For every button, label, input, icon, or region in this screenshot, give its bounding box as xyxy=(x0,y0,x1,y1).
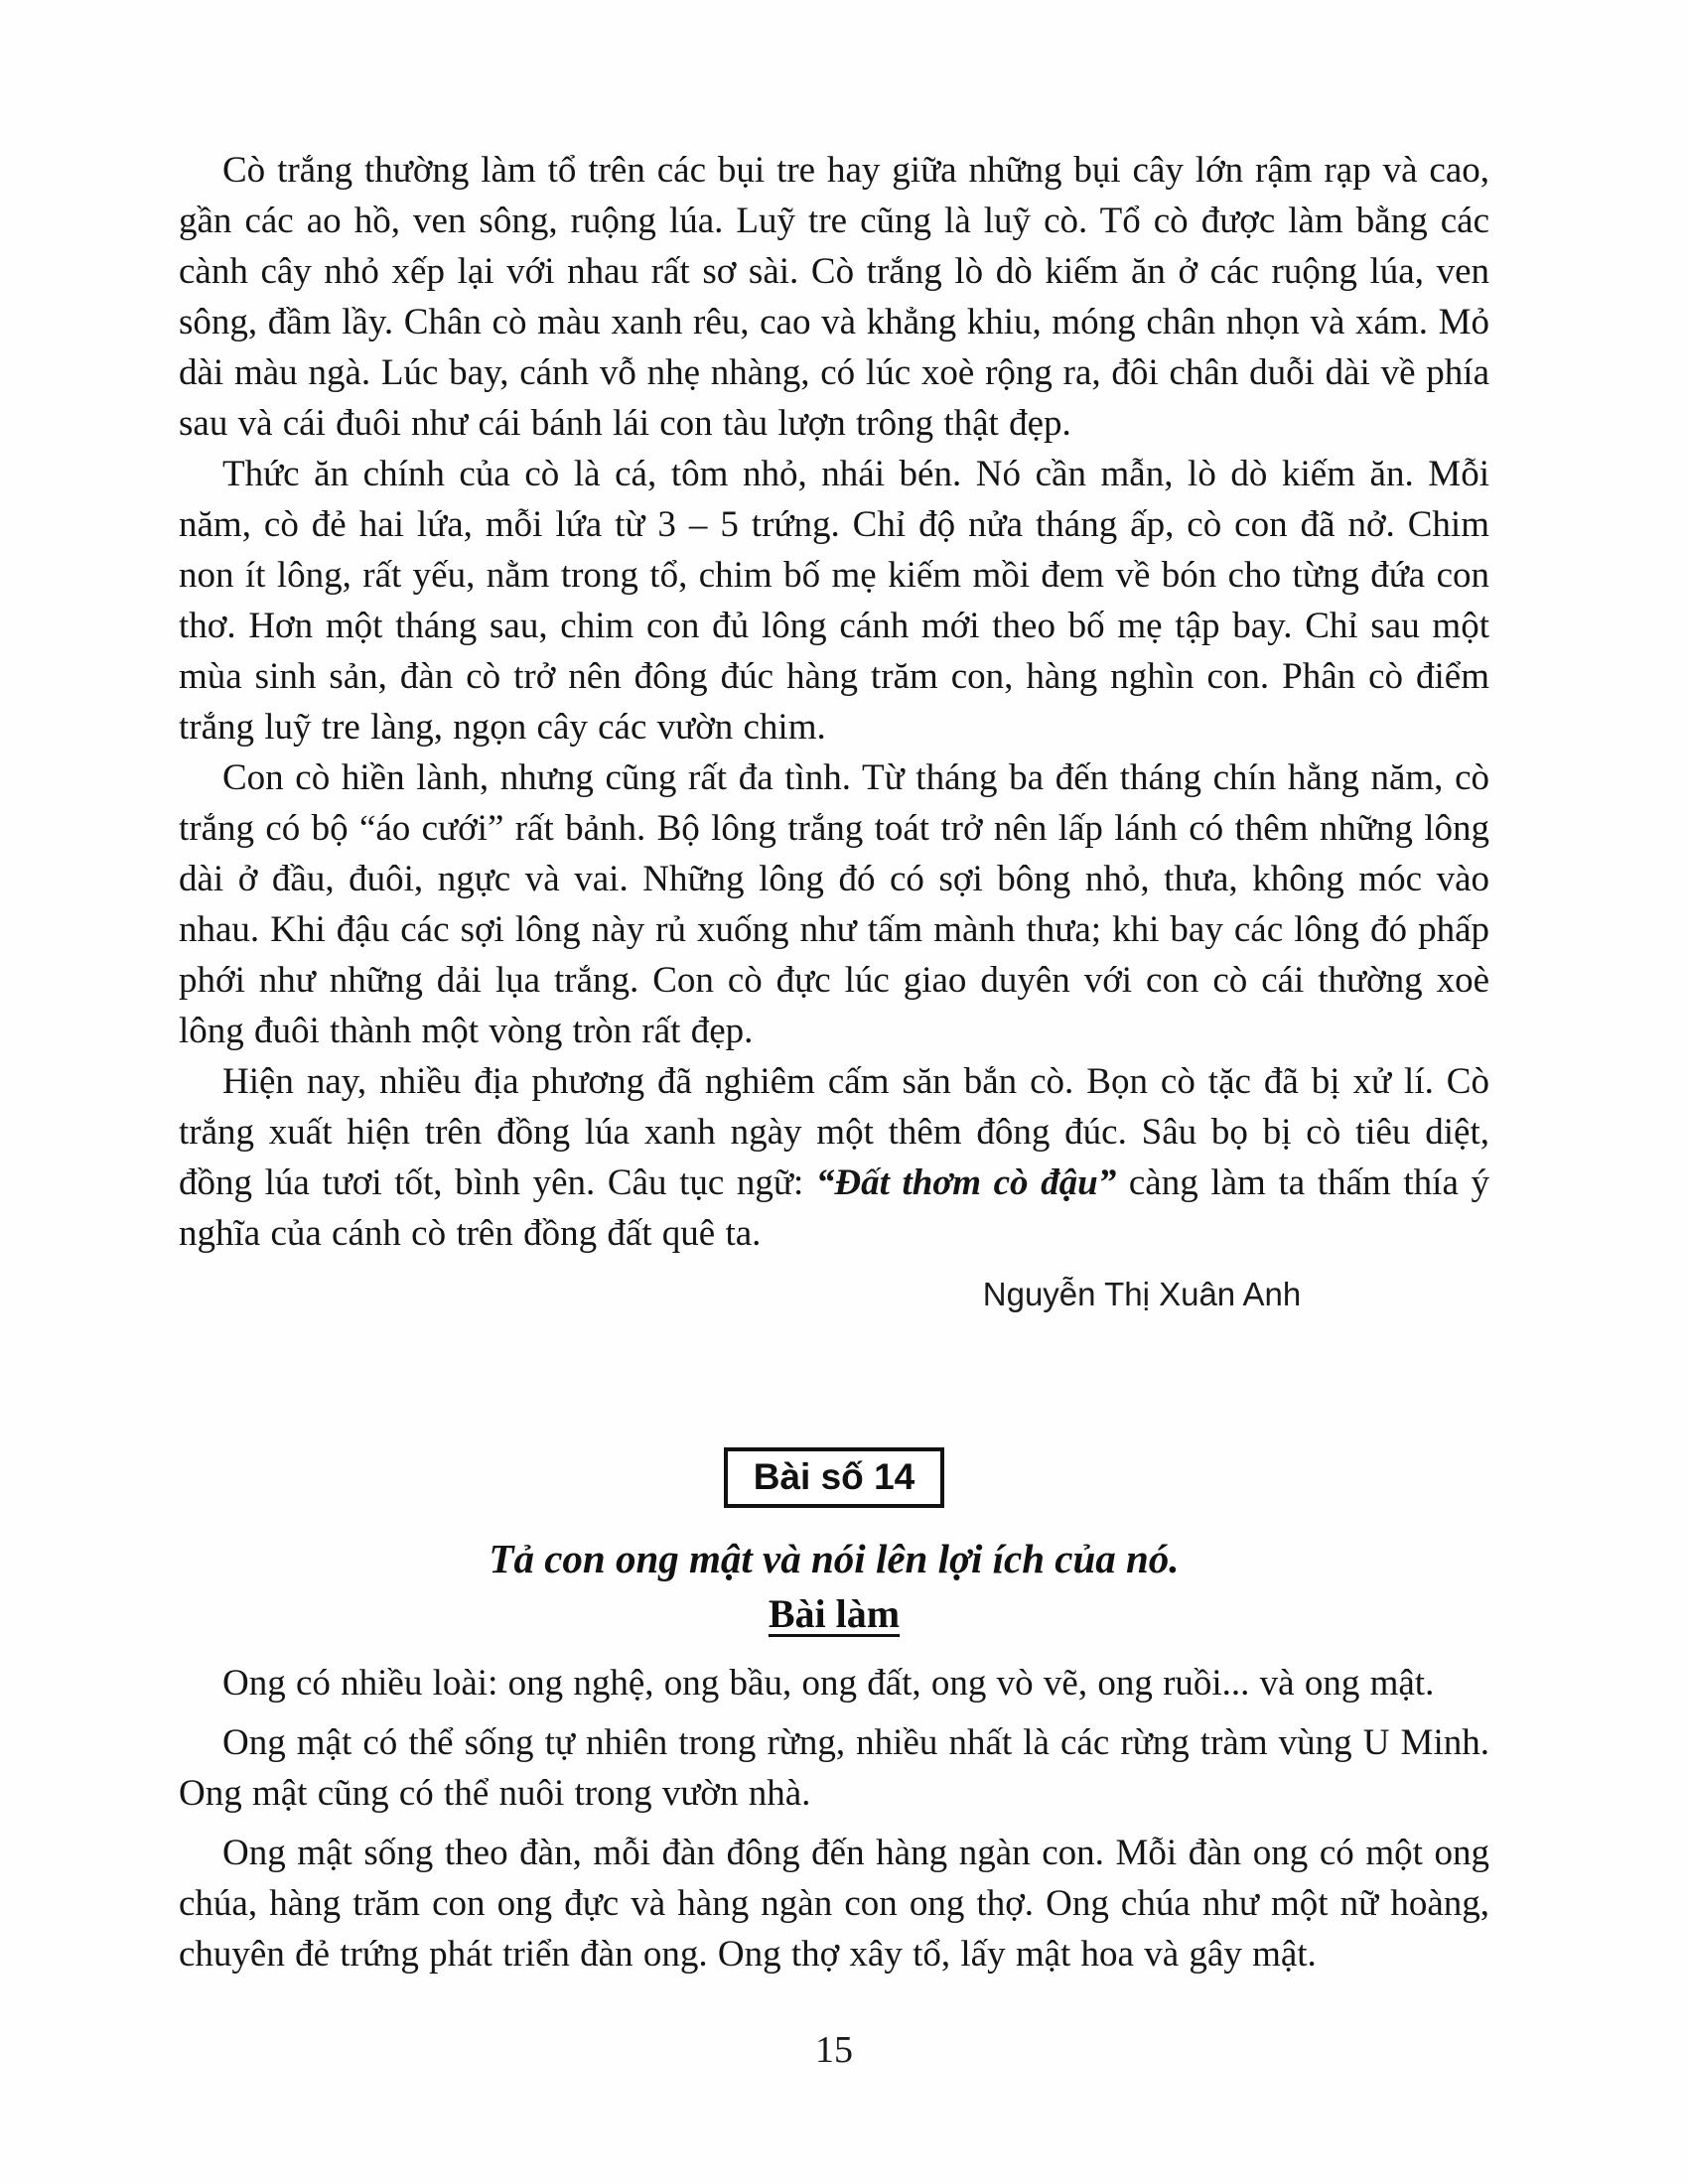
author-name: Nguyễn Thị Xuân Anh xyxy=(982,1276,1302,1312)
page-number: 15 xyxy=(815,2029,853,2071)
bee-paragraph-3: Ong mật sống theo đàn, mỗi đàn đông đến hàng ngàn con. Mỗi đàn ong có một ong chúa, hàng trăm con ong đực và hàng ngàn con ong thợ. Ong chúa như một nữ hoàng, chuyên đẻ trứng phát triển đàn ong. Ong thợ xây tổ, lấy mật hoa và gây mật. xyxy=(179,1833,1489,1975)
lesson-number-box: Bài số 14 xyxy=(724,1447,944,1508)
lesson-14-section xyxy=(179,1447,1489,1988)
paragraph-text: Hiện nay, nhiều địa phương đã nghiêm cấm săn bắn cò. Bọn cò tặc đã bị xử lí. Cò trắng xuất hiện trên đồng lúa xanh ngày một thêm đông đúc. Sâu bọ bị cò tiêu diệt, đồng lúa tươi tốt, bình yên. Câu tục ngữ: xyxy=(179,1061,1489,1203)
essay-paragraph-3: Con cò hiền lành, nhưng cũng rất đa tình. Từ tháng ba đến tháng chín hằng năm, cò trắng có bộ “áo cưới” rất bảnh. Bộ lông trắng toát trở nên lấp lánh có thêm những lông dài ở đầu, đuôi, ngực và vai. Những lông đó có sợi bông nhỏ, thưa, không móc vào nhau. Khi đậu các sợi lông này rủ xuống như tấm mành thưa; khi bay các lông đó phấp phới như những dải lụa trắng. Con cò đực lúc giao duyên với con cò cái thường xoè lông đuôi thành một vòng tròn rất đẹp. xyxy=(179,757,1489,1051)
bai-lam-heading-text: Bài làm xyxy=(768,1591,901,1636)
essay-paragraph-1: Cò trắng thường làm tổ trên các bụi tre hay giữa những bụi cây lớn rậm rạp và cao, gần các ao hồ, ven sông, ruộng lúa. Luỹ tre cũng là luỹ cò. Tổ cò được làm bằng các cành cây nhỏ xếp lại với nhau rất sơ sài. Cò trắng lò dò kiếm ăn ở các ruộng lúa, ven sông, đầm lầy. Chân cò màu xanh rêu, cao và khẳng khiu, móng chân nhọn và xám. Mỏ dài màu ngà. Lúc bay, cánh vỗ nhẹ nhàng, có lúc xoè rộng ra, đôi chân duỗi dài về phía sau và cái đuôi như cái bánh lái con tàu lượn trông thật đẹp. xyxy=(179,150,1489,444)
essay-paragraph-2: Thức ăn chính của cò là cá, tôm nhỏ, nhái bén. Nó cần mẫn, lò dò kiếm ăn. Mỗi năm, cò đẻ hai lứa, mỗi lứa từ 3 – 5 trứng. Chỉ độ nửa tháng ấp, cò con đã nở. Chim non ít lông, rất yếu, nằm trong tổ, chim bố mẹ kiếm mồi đem về bón cho từng đứa con thơ. Hơn một tháng sau, chim con đủ lông cánh mới theo bố mẹ tập bay. Chỉ sau một mùa sinh sản, đàn cò trở nên đông đúc hàng trăm con, hàng nghìn con. Phân cò điểm trắng luỹ tre làng, ngọn cây các vườn chim. xyxy=(179,454,1489,748)
lesson-title: Tả con ong mật và nói lên lợi ích của nó. xyxy=(489,1536,1180,1581)
bee-essay-body xyxy=(179,1658,1489,1979)
bai-lam-heading xyxy=(179,1588,1489,1640)
stork-essay-section xyxy=(179,145,1489,1314)
paragraph-text: càng làm ta thấm thía ý nghĩa của cánh cò trên đồng đất quê ta. xyxy=(179,1162,1489,1254)
bee-paragraph-1: Ong có nhiều loài: ong nghệ, ong bầu, ong đất, ong vò vẽ, ong ruồi... và ong mật. xyxy=(222,1663,1435,1704)
essay-paragraph-4 xyxy=(179,1056,1489,1259)
proverb-quote: “Đất thơm cò đậu” xyxy=(815,1162,1117,1203)
bee-paragraph-2: Ong mật có thể sống tự nhiên trong rừng, nhiều nhất là các rừng tràm vùng U Minh. Ong mật cũng có thể nuôi trong vườn nhà. xyxy=(179,1722,1489,1814)
